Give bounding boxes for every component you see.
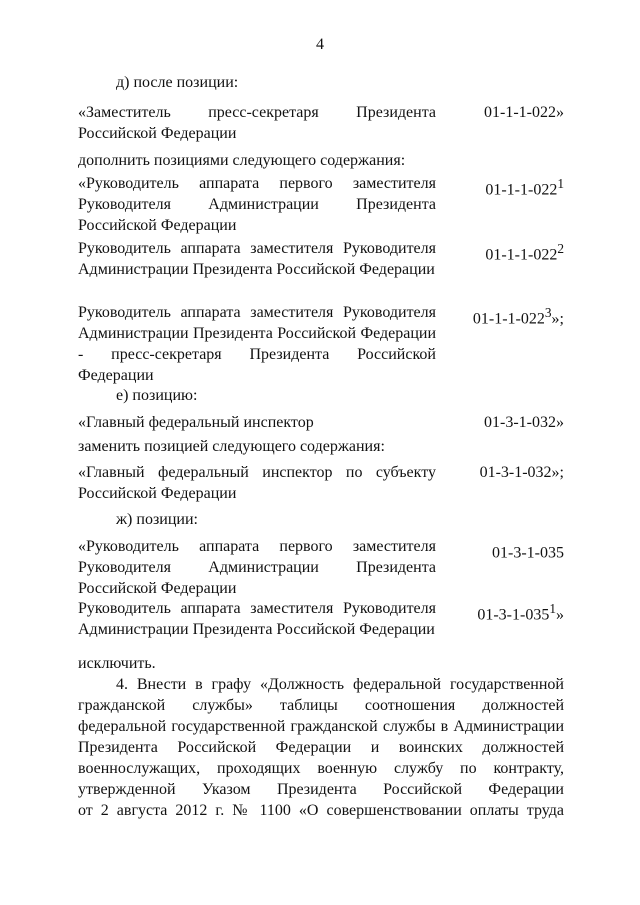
- position-code: $01-3-1-035^1$»: [477, 601, 564, 624]
- paragraph-line: утвержденной Указом Президента Российской Федерации: [78, 781, 564, 798]
- point-4-paragraph: [78, 674, 564, 821]
- new-position-entry-2: [78, 238, 564, 280]
- position-name: Руководитель аппарата заместителя Руководителя Администрации Президента Российской Федерации - пресс-секретаря Президента Российской Федерации: [78, 304, 436, 384]
- code-superscript: 1: [557, 176, 564, 191]
- subsection-zh-heading: ж) позиции:: [116, 511, 198, 528]
- paragraph-line: военнослужащих, проходящих военную службу по контракту,: [78, 760, 564, 777]
- position-name: «Главный федеральный инспектор: [78, 414, 314, 431]
- code-superscript: 1: [549, 601, 556, 616]
- position-entry-chief-inspector: [78, 412, 564, 433]
- position-code: 01-3-1-032»;: [479, 464, 564, 481]
- subsection-e-heading: е) позицию:: [116, 387, 198, 404]
- position-name: «Главный федеральный инспектор по субъекту Российской Федерации: [78, 464, 436, 502]
- position-code: $01-1-1-022^2$: [485, 241, 564, 264]
- paragraph-line: гражданской службы» таблицы соотношения должностей: [78, 697, 564, 714]
- paragraph-line: Президента Российской Федерации и воинских должностей: [78, 739, 564, 756]
- code-superscript: 2: [557, 241, 564, 256]
- subsection-d-heading: д) после позиции:: [116, 74, 239, 91]
- position-name: Руководитель аппарата заместителя Руководителя Администрации Президента Российской Федерации: [78, 240, 436, 278]
- position-name: «Руководитель аппарата первого заместителя Руководителя Администрации Президента Российской Федерации: [78, 175, 436, 234]
- new-position-entry-1: [78, 173, 564, 236]
- new-position-entry-3: [78, 302, 564, 386]
- position-code: $01-1-1-022^1$: [485, 176, 564, 199]
- replacement-position-entry: [78, 462, 564, 504]
- paragraph-line: 4. Внести в графу «Должность федеральной государственной: [116, 676, 564, 693]
- exclude-instruction: исключить.: [78, 655, 156, 672]
- code-superscript: 3: [544, 305, 552, 320]
- supplement-instruction: дополнить позициями следующего содержания:: [78, 152, 406, 169]
- position-code: 01-3-1-035: [492, 544, 564, 562]
- replace-instruction: заменить позицией следующего содержания:: [78, 438, 385, 455]
- page-number: 4: [316, 36, 324, 53]
- position-name: «Руководитель аппарата первого заместителя Руководителя Администрации Президента Российской Федерации: [78, 538, 436, 597]
- position-code: $01-1-1-022^3$»;: [472, 305, 564, 328]
- paragraph-line: от 2 августа 2012 г. № 1100 «О совершенствовании оплаты труда: [78, 802, 564, 819]
- position-code: 01-1-1-022»: [484, 104, 564, 121]
- excluded-position-entry-2: [78, 598, 564, 640]
- excluded-position-entry-1: [78, 536, 564, 599]
- position-name: Руководитель аппарата заместителя Руководителя Администрации Президента Российской Федерации: [78, 600, 436, 638]
- position-name: «Заместитель пресс-секретаря Президента Российской Федерации: [78, 104, 436, 142]
- position-code: 01-3-1-032»: [484, 414, 564, 431]
- paragraph-line: федеральной государственной гражданской службы в Администрации: [78, 718, 564, 735]
- position-entry-deputy-press-secretary: [78, 102, 564, 144]
